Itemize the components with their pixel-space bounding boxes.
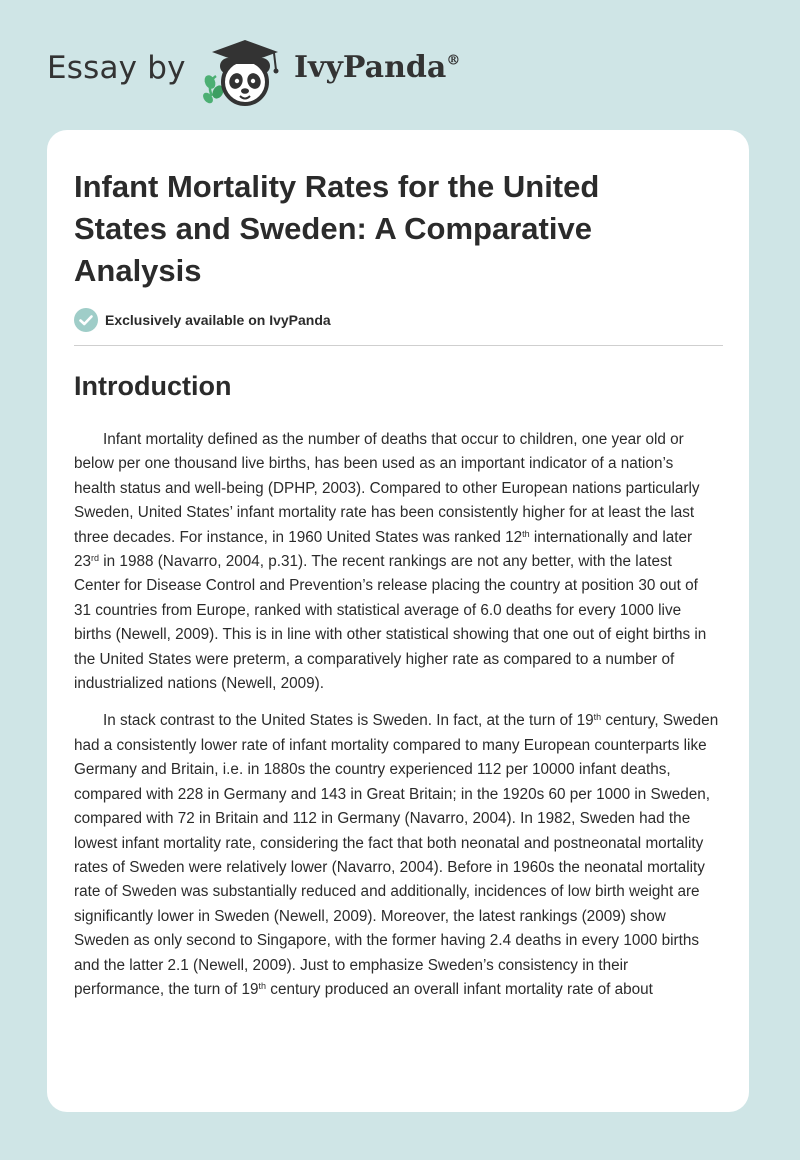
checkmark-icon [74,308,98,332]
section-heading: Introduction [74,371,232,401]
ivypanda-logo-icon[interactable] [200,36,292,108]
essay-title: Infant Mortality Rates for the United States and Sweden: A Comparative Analysis [74,169,600,288]
essay-card [47,130,749,1112]
ordinal-suffix: rd [91,553,100,564]
paragraph-1 [74,428,719,696]
paragraph-1-text-b: internationally and later 23 [74,528,693,571]
paragraph-2-text-a: In stack contrast to the United States is Sweden. In fact, at the turn of 19 [103,712,594,730]
essay-by-label: Essay by [47,50,186,86]
brand-name[interactable] [294,50,460,85]
essay-body [74,428,719,1015]
paragraph-2-text-b: century, Sweden had a consistently lower rate of infant mortality compared to many European counterparts like Germany and Britain, i.e. in 1880s the country experienced 112 per 10000 infant deaths, compared with 228 in Germany and 143 in Great Britain; in the 1920s 60 per 1000 in Sweden, compared with 72 in Britain and 112 in Germany (Navarro, 2004). In 1982, Sweden had the lowest infant mortality rate, considering the fact that both neonatal and postneonatal mortality rates of Sweden were relatively lower (Navarro, 2004). Before in 1960s the neonatal mortality rate of Sweden was substantially reduced and additionally, incidences of low birth weight are significantly lower in Sweden (Newell, 2009). Moreover, the latest rankings (2009) show Sweden as only second to Singapore, with the former having 2.4 deaths in every 1000 births and the latter 2.1 (Newell, 2009). Just to emphasize Sweden’s consistency in their performance, the turn of 19 [74,712,719,998]
site-header [0,0,800,130]
paragraph-2-text-c: century produced an overall infant mortality rate of about [266,980,653,998]
exclusive-badge-label: Exclusively available on IvyPanda [105,312,331,328]
paragraph-1-text-c: in 1988 (Navarro, 2004, p.31). The recent rankings are not any better, with the latest Center for Disease Control and Prevention’s release placing the country at position 30 out of 31 countries from Europe, ranked with statistical average of 6.0 deaths for every 1000 live births (Newell, 2009). This is in line with other statistical showing that one out of eight births in the United States were preterm, a comparatively higher rate as compared to a number of industrialized nations (Newell, 2009). [74,553,707,693]
trademark-symbol: ® [446,52,461,69]
divider [74,345,723,346]
exclusive-badge [74,307,331,333]
paragraph-1-text-a: Infant mortality defined as the number of deaths that occur to children, one year old or below per one thousand live births, has been used as an important indicator of a nation’s health status and well-being (DPHP, 2003). Compared to other European nations particularly Sweden, United States’ infant mortality rate has been consistently higher for at least the last three decades. For instance, in 1960 United States was ranked 12 [74,431,700,546]
ordinal-suffix: th [522,528,530,539]
ordinal-suffix: th [258,981,267,991]
paragraph-2 [74,709,719,1002]
ordinal-suffix: th [593,712,602,723]
brand-name-text: IvyPanda [294,50,447,85]
